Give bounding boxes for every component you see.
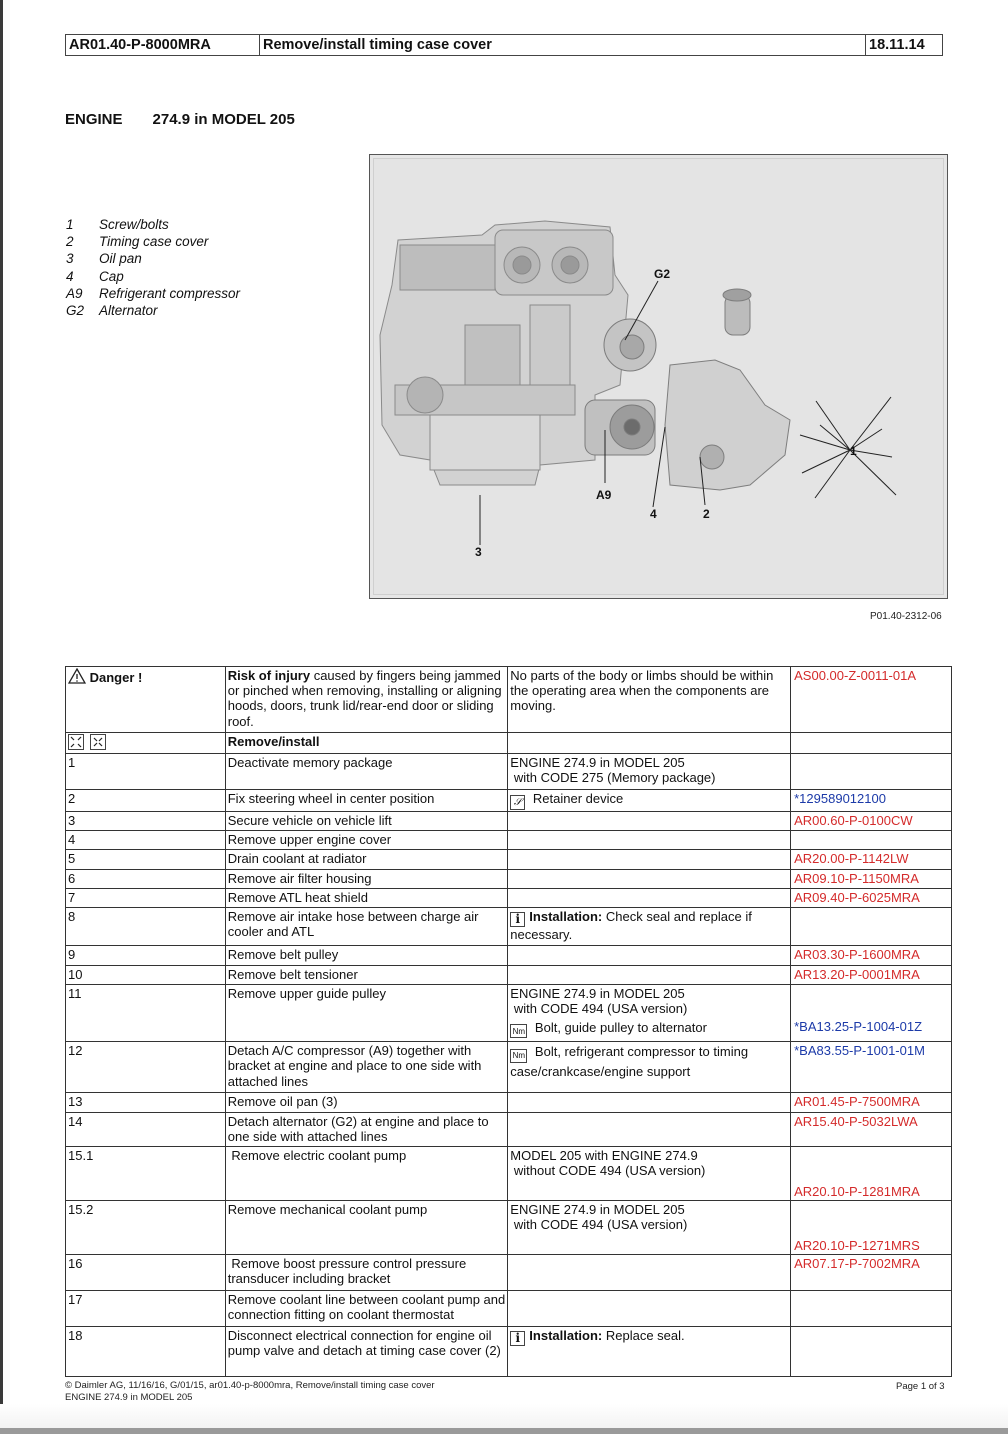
- legend-key: 3: [66, 251, 74, 267]
- table-row: [66, 850, 952, 870]
- table-row: [66, 966, 952, 985]
- step-number: 8: [66, 908, 226, 946]
- callout-4: 4: [650, 507, 657, 521]
- table-row: [66, 1113, 952, 1147]
- table-row: [66, 754, 952, 790]
- step-text: Remove belt tensioner: [225, 966, 508, 985]
- step-number: 14: [66, 1113, 226, 1147]
- step-ref-link[interactable]: AR01.45-P-7500MRA: [791, 1093, 952, 1113]
- warning-triangle-icon: [68, 670, 90, 685]
- step-number: 15.2: [66, 1201, 226, 1255]
- table-row: [66, 908, 952, 946]
- legend-key: A9: [66, 285, 83, 301]
- legend-item: [66, 250, 240, 267]
- step-number: 15.1: [66, 1147, 226, 1201]
- step-number: 5: [66, 850, 226, 870]
- step-text: Remove oil pan (3): [225, 1093, 508, 1113]
- tool-ref-link[interactable]: *129589012100: [791, 790, 952, 812]
- viewer-left-edge: [0, 0, 3, 1434]
- danger-risk-cell: [225, 667, 508, 733]
- section-heading: Remove/install: [225, 733, 508, 754]
- table-row: [66, 985, 952, 1042]
- danger-measure-cell: No parts of the body or limbs should be within the operating area when the components are moving.: [508, 667, 791, 733]
- remove-icon: [68, 734, 84, 750]
- step-number: 3: [66, 812, 226, 831]
- step-text: Remove boost pressure control pressure transducer including bracket: [225, 1255, 508, 1291]
- step-text: Remove electric coolant pump: [225, 1147, 508, 1201]
- step-note: ENGINE 274.9 in MODEL 205 with CODE 494 (USA version) Nm Bolt, guide pulley to alternator: [508, 985, 791, 1042]
- step-text: Detach alternator (G2) at engine and place to one side with attached lines: [225, 1113, 508, 1147]
- step-text: Remove air filter housing: [225, 870, 508, 889]
- step-number: 12: [66, 1042, 226, 1093]
- legend-item: [66, 233, 240, 250]
- danger-row: [66, 667, 952, 733]
- legend-label: Cap: [99, 268, 124, 284]
- callout-g2: G2: [654, 267, 671, 281]
- table-row: [66, 889, 952, 908]
- step-ref-link[interactable]: AR09.40-P-6025MRA: [791, 889, 952, 908]
- special-tool-icon: 𝒮: [510, 795, 525, 810]
- copyright-line: © Daimler AG, 11/16/16, G/01/15, ar01.40-p-8000mra, Remove/install timing case cover: [65, 1380, 435, 1391]
- legend-label: Timing case cover: [99, 234, 209, 250]
- procedure-table: [65, 666, 952, 1377]
- remove-install-icons: [66, 733, 226, 754]
- table-row: [66, 1147, 952, 1201]
- step-number: 7: [66, 889, 226, 908]
- install-icon: [90, 734, 106, 750]
- document-date: 18.11.14: [869, 37, 925, 53]
- table-row: [66, 1201, 952, 1255]
- step-note: ENGINE 274.9 in MODEL 205 with CODE 494 (USA version): [508, 1201, 791, 1255]
- step-ref-link[interactable]: AR13.20-P-0001MRA: [791, 966, 952, 985]
- step-ref-link[interactable]: AR09.10-P-1150MRA: [791, 870, 952, 889]
- step-number: 4: [66, 831, 226, 850]
- document-title: Remove/install timing case cover: [260, 35, 866, 55]
- step-number: 9: [66, 946, 226, 966]
- step-text: Remove mechanical coolant pump: [225, 1201, 508, 1255]
- risk-text: caused by fingers being jammed or pinched when removing, installing or aligning hoods, doors, trunk lid/rear-end door or sliding roof.: [227, 668, 502, 729]
- step-number: 1: [66, 754, 226, 790]
- table-row: [66, 1093, 952, 1113]
- legend-label: Screw/bolts: [99, 217, 169, 232]
- step-text: Fix steering wheel in center position: [225, 790, 508, 812]
- figure-code: P01.40-2312-06: [870, 611, 942, 622]
- engine-model-text: 274.9 in MODEL 205: [152, 111, 295, 128]
- callout-2: 2: [703, 507, 710, 521]
- step-text: Remove ATL heat shield: [225, 889, 508, 908]
- page-number: Page 1 of 3: [896, 1381, 945, 1392]
- risk-heading: Risk of injury: [227, 668, 311, 683]
- legend-key: 2: [66, 234, 74, 250]
- callout-1: 1: [850, 444, 857, 458]
- legend-label: Oil pan: [99, 251, 142, 267]
- step-note: i Installation: Replace seal.: [508, 1327, 791, 1377]
- step-number: 17: [66, 1291, 226, 1327]
- torque-ref-link[interactable]: *BA13.25-P-1004-01Z: [791, 985, 952, 1042]
- info-icon: i: [510, 912, 525, 927]
- step-ref-link[interactable]: AR15.40-P-5032LWA: [791, 1113, 952, 1147]
- step-number: 11: [66, 985, 226, 1042]
- step-number: 18: [66, 1327, 226, 1377]
- callout-3: 3: [475, 545, 482, 559]
- legend-item: [66, 302, 240, 319]
- table-row: [66, 870, 952, 889]
- step-ref-link[interactable]: AR07.17-P-7002MRA: [791, 1255, 952, 1291]
- engine-label: ENGINE: [65, 111, 123, 128]
- step-number: 2: [66, 790, 226, 812]
- step-ref-link[interactable]: AR03.30-P-1600MRA: [791, 946, 952, 966]
- step-note: MODEL 205 with ENGINE 274.9 without CODE 494 (USA version): [508, 1147, 791, 1201]
- step-text: Remove upper guide pulley: [225, 985, 508, 1042]
- engine-drawing-icon: [370, 155, 949, 600]
- step-text: Remove belt pulley: [225, 946, 508, 966]
- step-note: Nm Bolt, refrigerant compressor to timing case/crankcase/engine support: [508, 1042, 791, 1093]
- table-row: [66, 946, 952, 966]
- document-footer: [65, 1380, 435, 1403]
- legend-key: 4: [66, 268, 74, 284]
- legend-key: G2: [66, 303, 85, 319]
- step-text: Remove air intake hose between charge air cooler and ATL: [225, 908, 508, 946]
- step-number: 6: [66, 870, 226, 889]
- torque-ref-link[interactable]: *BA83.55-P-1001-01M: [791, 1042, 952, 1093]
- legend-label: Refrigerant compressor: [99, 285, 241, 301]
- danger-label: Danger !: [89, 670, 143, 685]
- table-row: [66, 831, 952, 850]
- step-text: Remove upper engine cover: [225, 831, 508, 850]
- step-text: Disconnect electrical connection for engine oil pump valve and detach at timing case cover (2): [225, 1327, 508, 1377]
- section-header-row: [66, 733, 952, 754]
- table-row: [66, 1255, 952, 1291]
- step-number: 16: [66, 1255, 226, 1291]
- danger-cell: [66, 667, 226, 733]
- step-ref-link[interactable]: AR20.10-P-1281MRA: [791, 1147, 952, 1201]
- torque-nm-icon: Nm: [510, 1024, 527, 1038]
- engine-illustration: [369, 154, 948, 599]
- figure-legend: [66, 216, 240, 319]
- step-note: i Installation: Check seal and replace if necessary.: [508, 908, 791, 946]
- engine-title: [65, 111, 295, 128]
- step-note: ENGINE 274.9 in MODEL 205 with CODE 275 (Memory package): [508, 754, 791, 790]
- table-row: [66, 1291, 952, 1327]
- legend-item: [66, 216, 240, 233]
- step-text: Drain coolant at radiator: [225, 850, 508, 870]
- legend-item: [66, 268, 240, 285]
- step-text: Detach A/C compressor (A9) together with bracket at engine and place to one side with attached lines: [225, 1042, 508, 1093]
- footer-engine-line: ENGINE 274.9 in MODEL 205: [65, 1391, 193, 1403]
- step-ref-link[interactable]: AR20.00-P-1142LW: [791, 850, 952, 870]
- danger-ref-link[interactable]: AS00.00-Z-0011-01A: [791, 667, 952, 733]
- table-row: [66, 1327, 952, 1377]
- callout-a9: A9: [596, 488, 612, 502]
- step-note: 𝒮 Retainer device: [508, 790, 791, 812]
- step-ref-link[interactable]: AR00.60-P-0100CW: [791, 812, 952, 831]
- torque-nm-icon: Nm: [510, 1049, 527, 1063]
- step-text: Deactivate memory package: [225, 754, 508, 790]
- document-header: [65, 34, 943, 56]
- table-row: [66, 790, 952, 812]
- table-row: [66, 812, 952, 831]
- step-number: 13: [66, 1093, 226, 1113]
- document-code: AR01.40-P-8000MRA: [66, 35, 260, 55]
- step-number: 10: [66, 966, 226, 985]
- viewer-bottom-bar: [0, 1428, 1008, 1434]
- table-row: [66, 1042, 952, 1093]
- legend-key: 1: [66, 217, 74, 232]
- step-text: Remove coolant line between coolant pump and connection fitting on coolant thermostat: [225, 1291, 508, 1327]
- info-icon: i: [510, 1331, 525, 1346]
- legend-item: [66, 285, 240, 302]
- legend-label: Alternator: [99, 303, 158, 319]
- step-text: Secure vehicle on vehicle lift: [225, 812, 508, 831]
- step-ref-link[interactable]: AR20.10-P-1271MRS: [791, 1201, 952, 1255]
